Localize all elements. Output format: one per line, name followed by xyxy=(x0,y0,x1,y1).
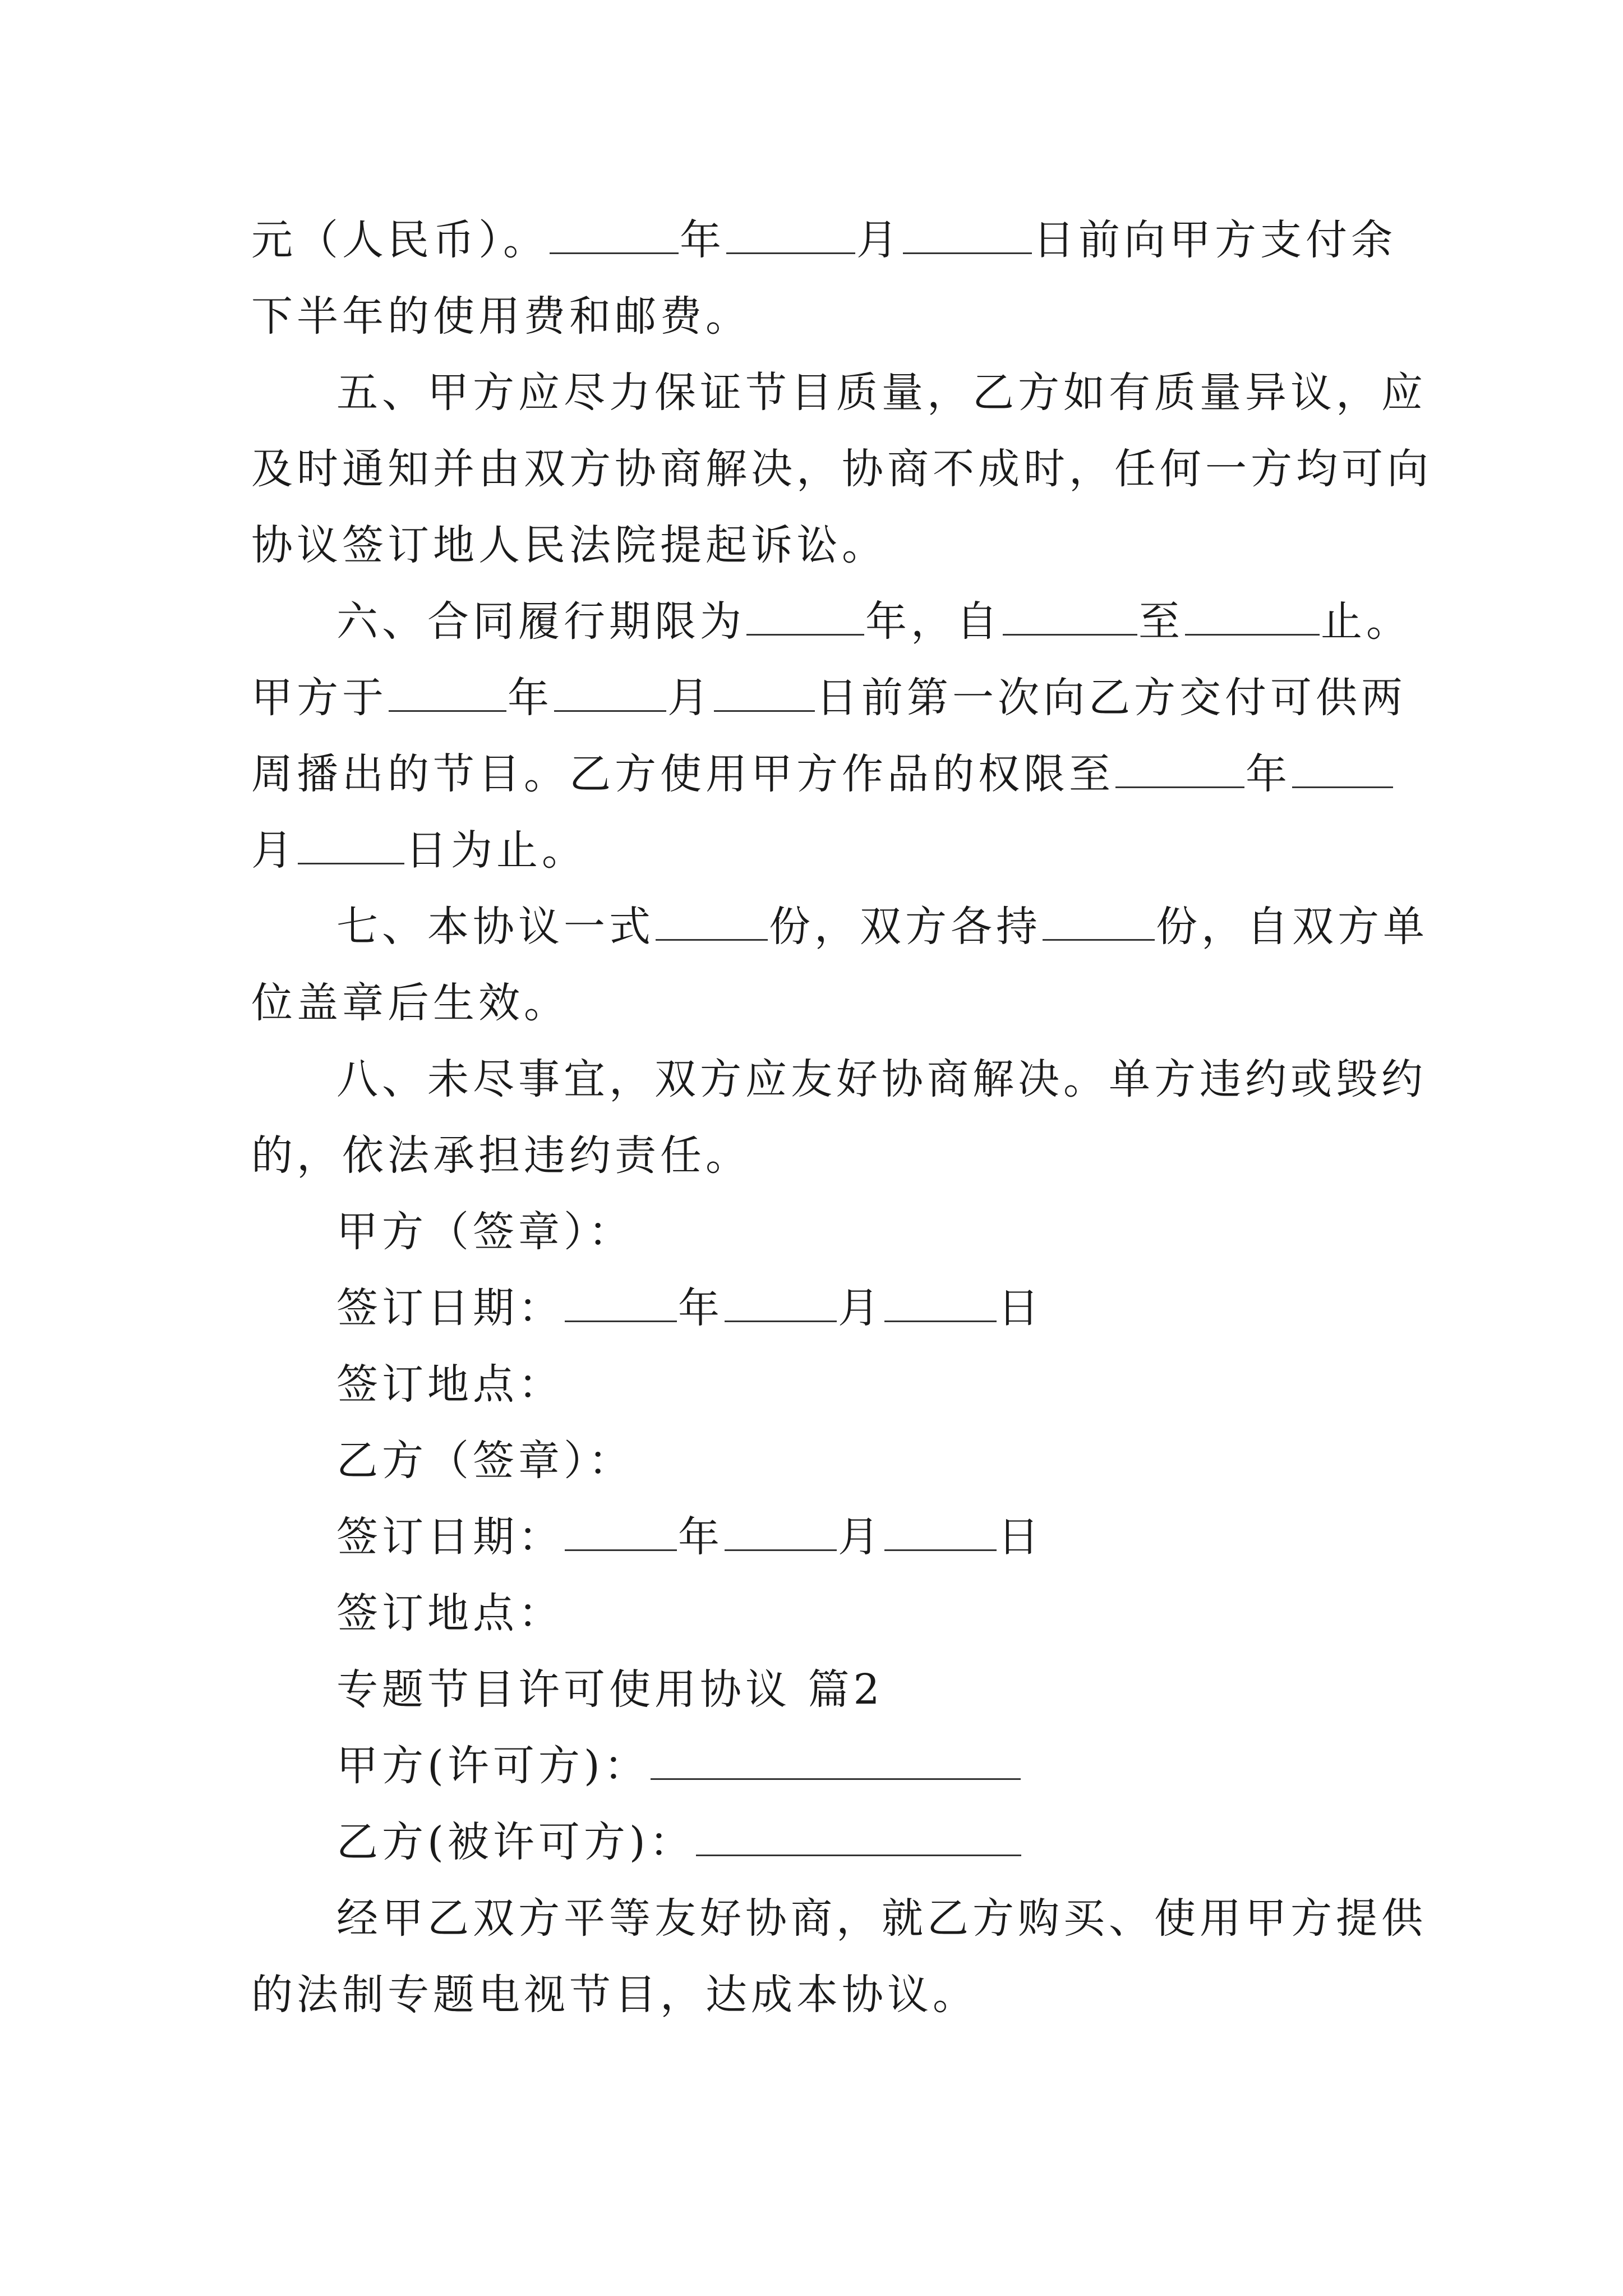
blank-field xyxy=(1003,595,1137,636)
preamble-line-1: 经甲乙双方平等友好协商，就乙方购买、使用甲方提供 xyxy=(336,1894,1427,1943)
blank-field xyxy=(565,1510,677,1551)
blank-field xyxy=(726,213,855,254)
clause-5-line-1: 五、甲方应尽力保证节目质量，乙方如有质量异议，应 xyxy=(336,369,1427,417)
party-b-signature: 乙方（签章）： xyxy=(336,1437,634,1485)
blank-field xyxy=(656,900,768,941)
blank-field xyxy=(298,823,404,864)
blank-field xyxy=(550,213,679,254)
party-b-sign-place: 签订地点： xyxy=(336,1589,564,1637)
clause-6-line-2: 甲方于 年 月 日前第一次向乙方交付可供两 xyxy=(251,660,1384,736)
preamble-line-2: 的法制专题电视节目，达成本协议。 xyxy=(251,1971,978,2019)
party-b-sign-date: 签订日期： 年 月 日 xyxy=(251,1499,1384,1575)
clause-6-line-1: 六、合同履行期限为 年，自 至 止。 xyxy=(251,583,1384,660)
blank-field xyxy=(903,213,1032,254)
blank-field xyxy=(565,1281,677,1322)
licensor-line: 甲方(许可方)： xyxy=(251,1728,1384,1804)
clause-5-line-2: 及时通知并由双方协商解决，协商不成时，任何一方均可向 xyxy=(251,445,1432,493)
blank-field xyxy=(725,1281,837,1322)
clause-8-line-2: 的，依法承担违约责任。 xyxy=(251,1131,751,1180)
blank-field xyxy=(1115,747,1244,788)
blank-field xyxy=(554,671,666,712)
blank-field xyxy=(696,1815,1021,1856)
blank-field xyxy=(884,1510,997,1551)
blank-field xyxy=(389,671,506,712)
clause-5-line-3: 协议签订地人民法院提起诉讼。 xyxy=(251,521,887,569)
clause-7-line-2: 位盖章后生效。 xyxy=(251,979,569,1027)
document-page xyxy=(251,202,1432,2033)
blank-field xyxy=(1043,900,1155,941)
blank-field xyxy=(884,1281,997,1322)
clause-8-line-1: 八、未尽事宜，双方应友好协商解决。单方违约或毁约 xyxy=(336,1055,1427,1103)
clause-6-line-3: 周播出的节目。乙方使用甲方作品的权限至 年 xyxy=(251,736,1384,812)
text-line-1: 元（人民币）。 年 月 日前向甲方支付余 xyxy=(251,202,1384,278)
blank-field xyxy=(725,1510,837,1551)
party-a-sign-date: 签订日期： 年 月 日 xyxy=(251,1270,1384,1346)
clause-6-line-4: 月 日为止。 xyxy=(251,812,1384,889)
blank-field xyxy=(746,595,864,636)
text-line-2: 下半年的使用费和邮费。 xyxy=(251,292,751,341)
licensee-line: 乙方(被许可方)： xyxy=(251,1804,1384,1880)
blank-field xyxy=(714,671,815,712)
clause-7-line-1: 七、本协议一式 份，双方各持 份，自双方单 xyxy=(251,889,1384,965)
section-heading: 专题节目许可使用协议 篇2 xyxy=(336,1665,884,1714)
party-a-signature: 甲方（签章）： xyxy=(336,1208,634,1256)
blank-field xyxy=(1292,747,1393,788)
party-a-sign-place: 签订地点： xyxy=(336,1360,564,1409)
blank-field xyxy=(1185,595,1320,636)
blank-field xyxy=(651,1739,1021,1780)
